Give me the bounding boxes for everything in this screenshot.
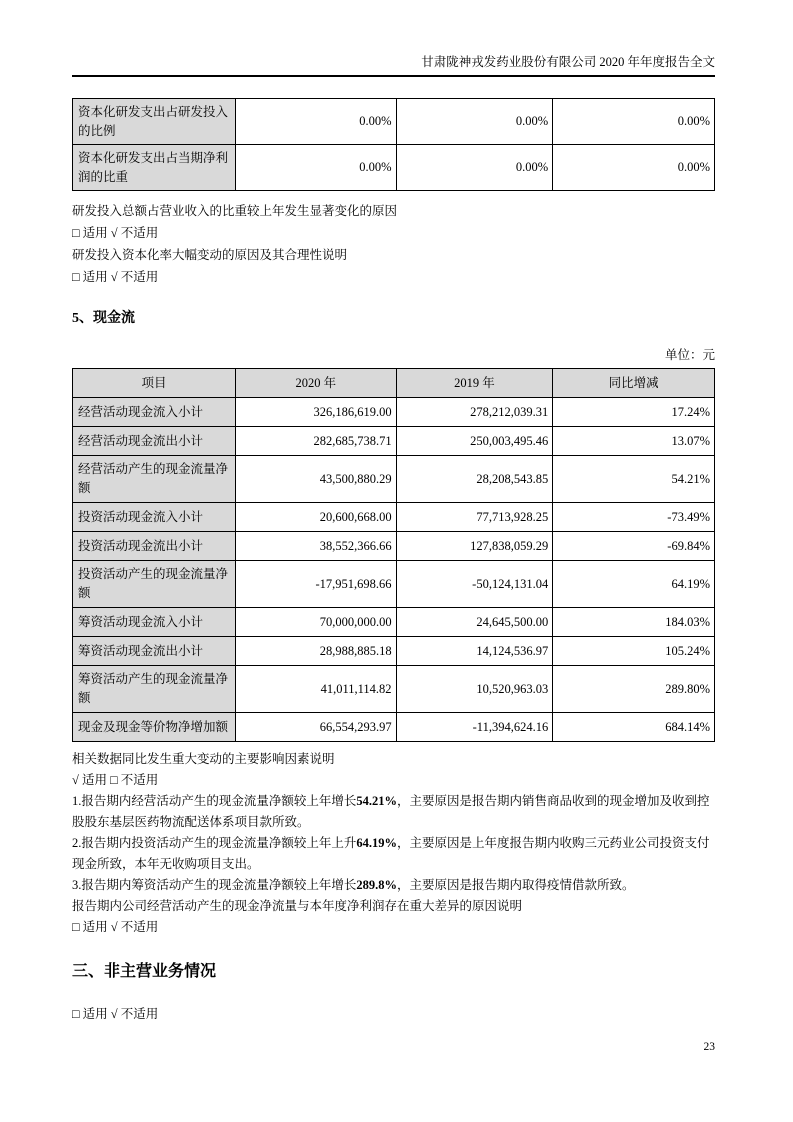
row-label-cell: 投资活动产生的现金流量净额 [73, 561, 236, 608]
value-cell-yoy: 105.24% [553, 637, 715, 666]
value-cell: 0.00% [236, 99, 397, 145]
applicable-line: □ 适用 √ 不适用 [72, 226, 159, 240]
value-cell-2020: 28,988,885.18 [236, 637, 397, 666]
applicable-line: □ 适用 √ 不适用 [72, 920, 159, 934]
value-cell: 0.00% [396, 145, 553, 191]
note-percent-value: 289.8% [356, 878, 398, 892]
row-label-cell: 投资活动现金流出小计 [73, 532, 236, 561]
value-cell: 0.00% [553, 99, 715, 145]
cashflow-heading: 5、现金流 [72, 311, 135, 326]
rd-expense-table [72, 98, 715, 191]
cashflow-note-2 [72, 833, 715, 875]
value-cell-2020: 38,552,366.66 [236, 532, 397, 561]
column-header: 同比增减 [553, 369, 715, 398]
value-cell-2019: 77,713,928.25 [396, 503, 553, 532]
table-row [73, 503, 715, 532]
value-cell-2019: -50,124,131.04 [396, 561, 553, 608]
applicable-line: □ 适用 √ 不适用 [72, 270, 159, 284]
value-cell-2020: 20,600,668.00 [236, 503, 397, 532]
value-cell-2019: 278,212,039.31 [396, 398, 553, 427]
table-row [73, 713, 715, 742]
value-cell-yoy: 13.07% [553, 427, 715, 456]
value-cell-yoy: -73.49% [553, 503, 715, 532]
table-row [73, 145, 715, 191]
row-label-cell: 投资活动现金流入小计 [73, 503, 236, 532]
value-cell-2019: 28,208,543.85 [396, 456, 553, 503]
value-cell-2019: -11,394,624.16 [396, 713, 553, 742]
page-content [0, 54, 793, 1025]
value-cell-2019: 10,520,963.03 [396, 666, 553, 713]
value-cell-yoy: 184.03% [553, 608, 715, 637]
notes-title: 相关数据同比发生重大变动的主要影响因素说明 [72, 752, 335, 766]
table-row [73, 532, 715, 561]
rd-question: 研发投入资本化率大幅变动的原因及其合理性说明 [72, 248, 348, 262]
value-cell-2020: -17,951,698.66 [236, 561, 397, 608]
page-number: 23 [703, 1041, 715, 1053]
row-label-cell: 经营活动现金流出小计 [73, 427, 236, 456]
row-label-cell: 筹资活动现金流出小计 [73, 637, 236, 666]
value-cell-yoy: 54.21% [553, 456, 715, 503]
value-cell: 0.00% [236, 145, 397, 191]
rd-question: 研发投入总额占营业收入的比重较上年发生显著变化的原因 [72, 204, 398, 218]
cashflow-table [72, 368, 715, 742]
row-label-cell: 筹资活动产生的现金流量净额 [73, 666, 236, 713]
note-text-segment: ，主要原因是报告期内取得疫情借款所致。 [397, 878, 635, 892]
column-header: 项目 [73, 369, 236, 398]
row-label-cell: 资本化研发支出占当期净利润的比重 [73, 145, 236, 191]
value-cell-yoy: 17.24% [553, 398, 715, 427]
row-label-cell: 经营活动现金流入小计 [73, 398, 236, 427]
value-cell-yoy: -69.84% [553, 532, 715, 561]
table-row [73, 398, 715, 427]
table-row [73, 561, 715, 608]
page-header [72, 54, 715, 77]
value-cell-2020: 66,554,293.97 [236, 713, 397, 742]
value-cell-2020: 43,500,880.29 [236, 456, 397, 503]
difference-question: 报告期内公司经营活动产生的现金净流量与本年度净利润存在重大差异的原因说明 [72, 899, 523, 913]
value-cell-2019: 14,124,536.97 [396, 637, 553, 666]
note-percent-value: 54.21% [356, 794, 398, 808]
note-text-segment: 3.报告期内筹资活动产生的现金流量净额较上年增长 [72, 878, 357, 892]
value-cell-2020: 41,011,114.82 [236, 666, 397, 713]
value-cell: 0.00% [396, 99, 553, 145]
table-row [73, 666, 715, 713]
row-label-cell: 资本化研发支出占研发投入的比例 [73, 99, 236, 145]
value-cell-2020: 326,186,619.00 [236, 398, 397, 427]
table-header-row [73, 369, 715, 398]
rd-notes-block [72, 200, 715, 288]
note-text-segment: 1.报告期内经营活动产生的现金流量净额较上年增长 [72, 794, 357, 808]
note-percent-value: 64.19% [356, 836, 398, 850]
value-cell-2020: 70,000,000.00 [236, 608, 397, 637]
applicable-line: √ 适用 □ 不适用 [72, 773, 159, 787]
column-header: 2019 年 [396, 369, 553, 398]
header-title: 甘肃陇神戎发药业股份有限公司 2020 年年度报告全文 [421, 55, 715, 69]
row-label-cell: 现金及现金等价物净增加额 [73, 713, 236, 742]
table-row [73, 608, 715, 637]
table-row [73, 99, 715, 145]
cashflow-note-1 [72, 791, 715, 833]
table-row [73, 637, 715, 666]
note-text-segment: 2.报告期内投资活动产生的现金流量净额较上年上升 [72, 836, 357, 850]
row-label-cell: 经营活动产生的现金流量净额 [73, 456, 236, 503]
note-text-segment: ，主要原因是上年度报告期内收购三元药业公司投资支付现金所致，本年无收购项目支出。 [72, 836, 710, 871]
table-row [73, 456, 715, 503]
section-heading-non-main-business: 三、非主营业务情况 [72, 963, 217, 980]
cashflow-notes-block [72, 749, 715, 938]
column-header: 2020 年 [236, 369, 397, 398]
value-cell-2019: 24,645,500.00 [396, 608, 553, 637]
unit-label: 单位：元 [664, 348, 715, 362]
value-cell-2019: 250,003,495.46 [396, 427, 553, 456]
value-cell-yoy: 684.14% [553, 713, 715, 742]
row-label-cell: 筹资活动现金流入小计 [73, 608, 236, 637]
value-cell-yoy: 64.19% [553, 561, 715, 608]
cashflow-note-3 [72, 875, 715, 896]
value-cell-2020: 282,685,738.71 [236, 427, 397, 456]
value-cell-2019: 127,838,059.29 [396, 532, 553, 561]
value-cell-yoy: 289.80% [553, 666, 715, 713]
table-row [73, 427, 715, 456]
note-text-segment: ，主要原因是报告期内销售商品收到的现金增加及收到控股股东基层医药物流配送体系项目款所致。 [72, 794, 710, 829]
value-cell: 0.00% [553, 145, 715, 191]
applicable-line: □ 适用 √ 不适用 [72, 1007, 159, 1021]
